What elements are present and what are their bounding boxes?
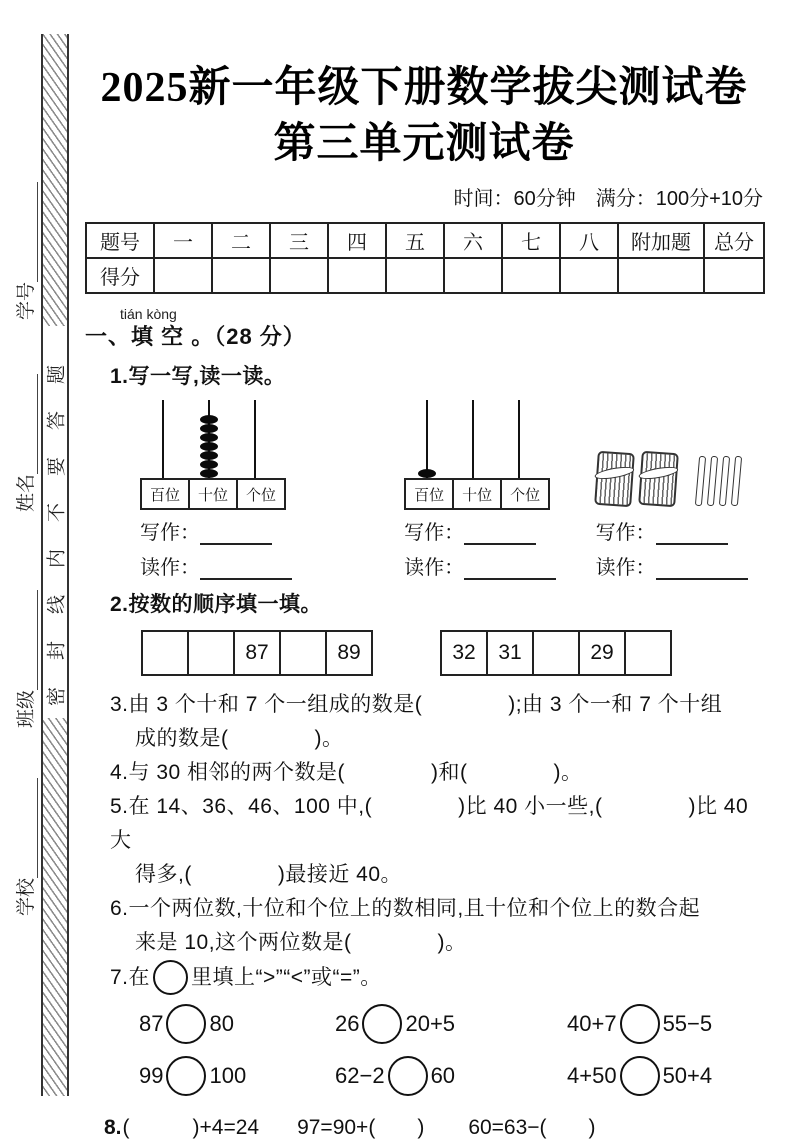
score-empty-cell <box>212 258 270 293</box>
sequence-cell: 89 <box>325 630 373 676</box>
sequence-cell <box>279 630 327 676</box>
write-as-label: 写作： <box>595 522 656 544</box>
comparison-circle-blank <box>388 1056 428 1096</box>
comparison-right: 20+5 <box>405 1011 456 1036</box>
question-2-text: 2.按数的顺序填一填。 <box>110 593 323 616</box>
score-empty-cell <box>704 258 764 293</box>
abacus-1-place-labels <box>140 478 404 510</box>
comparison-right: 60 <box>430 1063 456 1088</box>
score-header-cell: 七 <box>502 223 560 258</box>
read-as-blank <box>464 556 556 580</box>
number-sequence-strip-2 <box>440 630 672 676</box>
score-empty-cell <box>328 258 386 293</box>
score-empty-cell <box>502 258 560 293</box>
number-sequence-strip-1 <box>141 630 373 676</box>
paper-title-line1: 2025新一年级下册数学拔尖测试卷 <box>100 65 748 111</box>
stick-bundles <box>596 452 684 506</box>
sequence-cell <box>141 630 189 676</box>
write-as-line <box>596 519 763 545</box>
score-header-cell: 三 <box>270 223 328 258</box>
sequence-cell <box>624 630 672 676</box>
time-and-score-info: 时间：60分钟 满分：100分+10分 <box>453 188 763 210</box>
abacus-figure-1 <box>140 400 404 580</box>
sequence-cell: 29 <box>578 630 626 676</box>
read-as-line <box>140 554 404 580</box>
class-field <box>11 590 38 728</box>
question-1-text: 1.写一写,读一读。 <box>110 365 286 388</box>
abacus-2-place-labels <box>404 478 573 510</box>
write-as-label: 写作： <box>404 522 465 544</box>
question-8-number: 8. <box>104 1116 122 1139</box>
score-empty-cell <box>560 258 618 293</box>
question-7-text <box>110 960 763 995</box>
score-header-cell: 四 <box>328 223 386 258</box>
comparison-circle-blank <box>166 1004 206 1044</box>
place-label-ones: 个位 <box>500 478 550 510</box>
abacus-rod-tens <box>450 400 496 478</box>
comparison-left: 4+50 <box>567 1063 617 1088</box>
score-empty-cell <box>154 258 212 293</box>
read-as-label: 读作： <box>404 557 465 579</box>
write-as-blank <box>656 521 728 545</box>
score-table-header-row <box>86 223 764 258</box>
score-header-cell: 六 <box>444 223 502 258</box>
question-4-line-1: 4.与 30 相邻的两个数是( )和( )。 <box>110 761 583 784</box>
comparison-left: 26 <box>335 1011 360 1036</box>
question-7-suffix: 里填上“>”“<”或“=”。 <box>191 965 382 989</box>
abacus-bead <box>200 451 218 460</box>
read-as-blank <box>200 556 292 580</box>
abacus-bead <box>200 460 218 469</box>
comparison-left: 87 <box>139 1011 164 1036</box>
single-sticks <box>692 456 740 506</box>
write-as-blank <box>200 521 272 545</box>
score-empty-cell <box>386 258 444 293</box>
single-stick <box>730 456 741 506</box>
class-label: 班级 <box>16 689 37 728</box>
abacus-bead <box>200 442 218 451</box>
read-as-line <box>404 554 573 580</box>
question-8-item: 97=90+( ) <box>297 1116 425 1139</box>
sequence-cell: 32 <box>440 630 488 676</box>
comparison-circle-blank <box>362 1004 402 1044</box>
question-6-line-2: 来是 10,这个两位数是( )。 <box>135 931 467 954</box>
score-header-cell: 八 <box>560 223 618 258</box>
score-empty-cell <box>270 258 328 293</box>
abacus-1-rods <box>140 400 404 478</box>
abacus-rod-hundreds <box>140 400 186 478</box>
sequence-cell <box>532 630 580 676</box>
score-table-score-row <box>86 258 764 293</box>
abacus-bead <box>200 433 218 442</box>
comparison-circle-blank <box>620 1004 660 1044</box>
place-label-ones: 个位 <box>236 478 286 510</box>
place-label-hundreds: 百位 <box>140 478 190 510</box>
single-stick <box>694 456 705 506</box>
abacus-rod-ones <box>496 400 542 478</box>
comparison-left: 40+7 <box>567 1011 617 1036</box>
comparison-item <box>567 1055 763 1097</box>
place-label-tens: 十位 <box>452 478 502 510</box>
student-id-label: 学号 <box>16 281 37 320</box>
score-row-label: 得分 <box>86 258 154 293</box>
comparison-right: 80 <box>209 1011 234 1036</box>
student-name-field <box>11 374 38 512</box>
single-stick <box>718 456 729 506</box>
paper-title-line2: 第三单元测试卷 <box>273 121 575 167</box>
sticks-figure <box>574 400 763 580</box>
sticks-bundle-of-ten <box>638 451 679 507</box>
abacus-2-rods <box>404 400 573 478</box>
class-blank <box>18 590 38 690</box>
read-as-label: 读作： <box>595 557 656 579</box>
abacus-figure-2 <box>404 400 573 580</box>
abacus-rod-tens <box>186 400 232 478</box>
abacus-rod-ones <box>232 400 278 478</box>
place-label-tens: 十位 <box>188 478 238 510</box>
question-3-line-2: 成的数是( )。 <box>135 727 344 750</box>
seal-line-band <box>41 34 69 1096</box>
sticks-bundle-of-ten <box>594 451 635 507</box>
comparison-item <box>567 1003 763 1045</box>
comparison-item <box>335 1003 567 1045</box>
comparison-right: 55−5 <box>662 1011 713 1036</box>
write-as-line <box>140 519 404 545</box>
abacus-rod-hundreds <box>404 400 450 478</box>
question-2-strips <box>141 630 763 676</box>
question-6-line-1: 6.一个两位数,十位和个位上的数相同,且十位和个位上的数合起 <box>110 897 701 920</box>
place-label-hundreds: 百位 <box>404 478 454 510</box>
student-id-blank <box>18 182 38 282</box>
seal-hatch-bottom <box>43 718 67 1096</box>
abacus-bead <box>200 415 218 424</box>
score-header-cell: 二 <box>212 223 270 258</box>
question-5-line-2: 得多,( )最接近 40。 <box>135 863 403 886</box>
student-id-field <box>11 182 38 320</box>
section-pinyin: tián kòng <box>120 306 177 322</box>
sequence-cell: 87 <box>233 630 281 676</box>
question-5-line-1: 5.在 14、36、46、100 中,( )比 40 小一些,( )比 40 大 <box>110 795 749 852</box>
student-name-label: 姓名 <box>16 473 37 512</box>
comparison-left: 62−2 <box>335 1063 385 1088</box>
read-as-label: 读作： <box>140 557 200 579</box>
question-7-comparisons <box>139 1003 763 1097</box>
sequence-cell <box>187 630 235 676</box>
write-as-line <box>404 519 573 545</box>
score-header-cell: 一 <box>154 223 212 258</box>
section-1-heading: 一、填 空 。（28 分） <box>85 324 306 349</box>
score-empty-cell <box>444 258 502 293</box>
student-name-blank <box>18 374 38 474</box>
question-3-line-1: 3.由 3 个十和 7 个一组成的数是( );由 3 个一和 7 个十组 <box>110 693 723 716</box>
school-label: 学校 <box>16 877 37 916</box>
comparison-item <box>139 1055 335 1097</box>
score-header-cell: 五 <box>386 223 444 258</box>
sequence-cell: 31 <box>486 630 534 676</box>
abacus-bead <box>418 469 436 478</box>
write-as-label: 写作： <box>140 522 200 544</box>
score-header-cell: 总分 <box>704 223 764 258</box>
school-blank <box>18 778 38 878</box>
comparison-item <box>139 1003 335 1045</box>
seal-hatch-top <box>43 34 67 326</box>
comparison-left: 99 <box>139 1063 164 1088</box>
comparison-right: 100 <box>209 1063 247 1088</box>
abacus-bead <box>200 424 218 433</box>
comparison-circle-blank <box>166 1056 206 1096</box>
abacus-bead <box>200 469 218 478</box>
question-8-item: ( )+4=24 <box>122 1116 260 1139</box>
comparison-item <box>335 1055 567 1097</box>
score-table <box>85 222 765 294</box>
comparison-circle-icon <box>153 960 188 995</box>
seal-text-area <box>43 326 67 718</box>
comparison-circle-blank <box>620 1056 660 1096</box>
question-8-item: 60=63−( ) <box>468 1116 596 1139</box>
comparison-right: 50+4 <box>662 1063 713 1088</box>
question-1-figures <box>140 400 763 580</box>
score-empty-cell <box>618 258 704 293</box>
school-field <box>11 778 38 916</box>
read-as-line <box>596 554 763 580</box>
seal-warning-text: 密封线内不要答题 <box>46 337 68 707</box>
score-header-cell: 题号 <box>86 223 154 258</box>
question-7-prefix: 7.在 <box>110 965 151 989</box>
write-as-blank <box>464 521 536 545</box>
question-8-row <box>104 1111 763 1145</box>
main-content <box>85 60 763 1145</box>
read-as-blank <box>656 556 748 580</box>
score-header-cell: 附加题 <box>618 223 704 258</box>
sticks-drawing <box>596 400 763 510</box>
single-stick <box>706 456 717 506</box>
